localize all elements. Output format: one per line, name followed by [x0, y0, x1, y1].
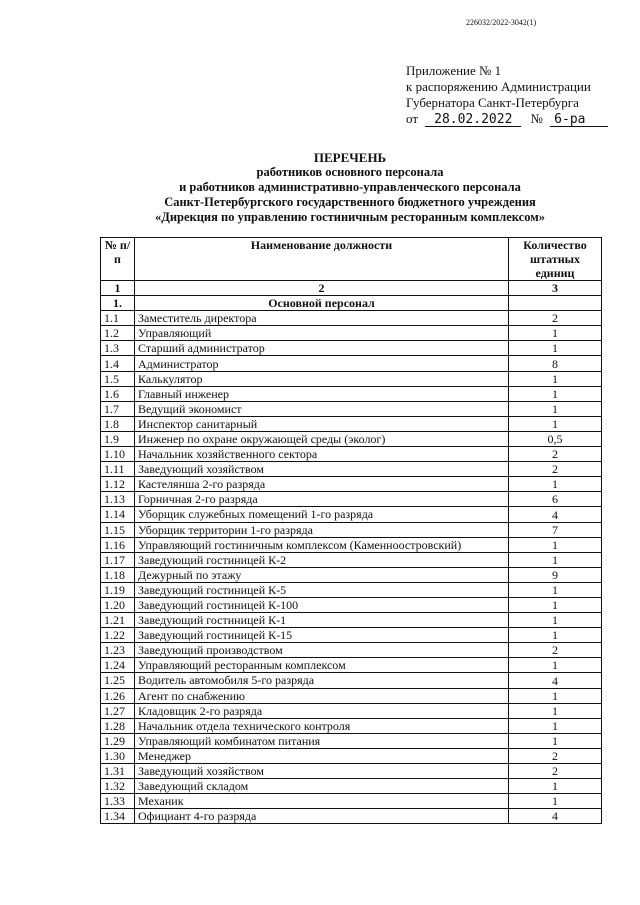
position-name: Заведующий хозяйством: [135, 462, 509, 477]
position-name: Начальник хозяйственного сектора: [135, 447, 509, 462]
from-label: от: [406, 111, 419, 126]
col-number-2: 2: [135, 281, 509, 296]
row-number: 1.13: [101, 492, 135, 507]
staff-count: 0,5: [509, 431, 602, 446]
table-row: [101, 613, 602, 628]
table-row: [101, 582, 602, 597]
row-number: 1.6: [101, 386, 135, 401]
row-number: 1.18: [101, 567, 135, 582]
section-row: [101, 296, 602, 311]
position-name: Ведущий экономист: [135, 401, 509, 416]
position-name: Заведующий производством: [135, 643, 509, 658]
table-row: [101, 809, 602, 824]
table-row: [101, 537, 602, 552]
position-name: Администратор: [135, 356, 509, 371]
section-num: 1.: [101, 296, 135, 311]
position-name: Управляющий комбинатом питания: [135, 733, 509, 748]
staff-count: 7: [509, 522, 602, 537]
column-numbers-row: [101, 281, 602, 296]
table-row: [101, 673, 602, 688]
table-body: [101, 311, 602, 824]
row-number: 1.16: [101, 537, 135, 552]
row-number: 1.3: [101, 341, 135, 356]
row-number: 1.31: [101, 764, 135, 779]
row-number: 1.34: [101, 809, 135, 824]
table-row: [101, 597, 602, 612]
row-number: 1.17: [101, 552, 135, 567]
table-row: [101, 462, 602, 477]
position-name: Кастелянша 2-го разряда: [135, 477, 509, 492]
staff-count: 2: [509, 462, 602, 477]
row-number: 1.1: [101, 311, 135, 326]
position-name: Управляющий ресторанным комплексом: [135, 658, 509, 673]
row-number: 1.24: [101, 658, 135, 673]
row-number: 1.2: [101, 326, 135, 341]
staff-count: 4: [509, 809, 602, 824]
table-row: [101, 477, 602, 492]
staff-count: 1: [509, 371, 602, 386]
staff-count: 1: [509, 794, 602, 809]
position-name: Управляющий гостиничным комплексом (Каменноостровский): [135, 537, 509, 552]
row-number: 1.19: [101, 582, 135, 597]
table-row: [101, 326, 602, 341]
position-name: Инспектор санитарный: [135, 416, 509, 431]
position-name: Дежурный по этажу: [135, 567, 509, 582]
section-qty: [509, 296, 602, 311]
position-name: Горничная 2-го разряда: [135, 492, 509, 507]
position-name: Старший администратор: [135, 341, 509, 356]
section-name: Основной персонал: [135, 296, 509, 311]
row-number: 1.8: [101, 416, 135, 431]
position-name: Уборщик территории 1-го разряда: [135, 522, 509, 537]
title-line-3: Санкт-Петербургского государственного бюджетного учреждения: [164, 195, 536, 209]
staff-count: 2: [509, 311, 602, 326]
table-row: [101, 492, 602, 507]
staff-count: 1: [509, 416, 602, 431]
position-name: Калькулятор: [135, 371, 509, 386]
staff-count: 1: [509, 658, 602, 673]
staff-count: 1: [509, 718, 602, 733]
appendix-block: [406, 63, 608, 127]
table-row: [101, 628, 602, 643]
table-row: [101, 779, 602, 794]
document-title: [100, 150, 600, 225]
staff-count: 4: [509, 507, 602, 522]
row-number: 1.14: [101, 507, 135, 522]
position-name: Заместитель директора: [135, 311, 509, 326]
staff-count: 1: [509, 477, 602, 492]
row-number: 1.15: [101, 522, 135, 537]
document-code: 226032/2022-3042(1): [466, 18, 537, 27]
row-number: 1.7: [101, 401, 135, 416]
staff-count: 2: [509, 643, 602, 658]
position-name: Водитель автомобиля 5-го разряда: [135, 673, 509, 688]
table-row: [101, 748, 602, 763]
staff-count: 1: [509, 688, 602, 703]
position-name: Главный инженер: [135, 386, 509, 401]
staff-count: 4: [509, 673, 602, 688]
table-row: [101, 733, 602, 748]
table-row: [101, 341, 602, 356]
table-row: [101, 416, 602, 431]
staff-count: 1: [509, 613, 602, 628]
table-row: [101, 567, 602, 582]
table-row: [101, 522, 602, 537]
row-number: 1.12: [101, 477, 135, 492]
position-name: Механик: [135, 794, 509, 809]
row-number: 1.30: [101, 748, 135, 763]
row-number: 1.22: [101, 628, 135, 643]
staff-count: 1: [509, 401, 602, 416]
position-name: Заведующий гостиницей К-2: [135, 552, 509, 567]
table-row: [101, 447, 602, 462]
staff-count: 9: [509, 567, 602, 582]
table-row: [101, 658, 602, 673]
staff-count: 2: [509, 447, 602, 462]
position-name: Заведующий складом: [135, 779, 509, 794]
title-line-1: работников основного персонала: [256, 165, 444, 179]
position-name: Управляющий: [135, 326, 509, 341]
row-number: 1.23: [101, 643, 135, 658]
staff-count: 6: [509, 492, 602, 507]
table-row: [101, 794, 602, 809]
appendix-line-3: Губернатора Санкт-Петербурга: [406, 95, 579, 110]
table-row: [101, 507, 602, 522]
staff-count: 1: [509, 341, 602, 356]
staff-count: 1: [509, 628, 602, 643]
title-heading: ПЕРЕЧЕНЬ: [313, 150, 387, 165]
staff-count: 1: [509, 597, 602, 612]
appendix-date-line: [406, 111, 608, 127]
row-number: 1.33: [101, 794, 135, 809]
table-row: [101, 552, 602, 567]
position-name: Заведующий гостиницей К-100: [135, 597, 509, 612]
table-row: [101, 401, 602, 416]
table-row: [101, 356, 602, 371]
staff-count: 1: [509, 703, 602, 718]
row-number: 1.21: [101, 613, 135, 628]
staff-count: 8: [509, 356, 602, 371]
positions-table: [100, 237, 602, 824]
table-row: [101, 311, 602, 326]
appendix-line-2: к распоряжению Администрации: [406, 79, 591, 94]
table-row: [101, 703, 602, 718]
position-name: Начальник отдела технического контроля: [135, 718, 509, 733]
staff-count: 1: [509, 326, 602, 341]
table-header-row: [101, 238, 602, 281]
header-num: № п/п: [101, 238, 135, 281]
table-row: [101, 431, 602, 446]
title-line-4: «Дирекция по управлению гостиничным ресторанным комплексом»: [154, 210, 546, 224]
position-name: Агент по снабжению: [135, 688, 509, 703]
position-name: Кладовщик 2-го разряда: [135, 703, 509, 718]
staff-count: 2: [509, 748, 602, 763]
order-date: 28.02.2022: [425, 113, 521, 127]
header-qty: Количество штатных единиц: [509, 238, 602, 281]
row-number: 1.11: [101, 462, 135, 477]
table-row: [101, 371, 602, 386]
staff-count: 1: [509, 386, 602, 401]
table-row: [101, 764, 602, 779]
row-number: 1.10: [101, 447, 135, 462]
position-name: Заведующий хозяйством: [135, 764, 509, 779]
position-name: Менеджер: [135, 748, 509, 763]
row-number: 1.9: [101, 431, 135, 446]
position-name: Официант 4-го разряда: [135, 809, 509, 824]
row-number: 1.26: [101, 688, 135, 703]
table-row: [101, 688, 602, 703]
staff-count: 1: [509, 779, 602, 794]
row-number: 1.25: [101, 673, 135, 688]
position-name: Уборщик служебных помещений 1-го разряда: [135, 507, 509, 522]
staff-count: 2: [509, 764, 602, 779]
position-name: Заведующий гостиницей К-1: [135, 613, 509, 628]
table-row: [101, 718, 602, 733]
position-name: Инженер по охране окружающей среды (эколог): [135, 431, 509, 446]
title-line-2: и работников административно-управленческого персонала: [179, 180, 521, 194]
staff-count: 1: [509, 582, 602, 597]
col-number-3: 3: [509, 281, 602, 296]
row-number: 1.32: [101, 779, 135, 794]
row-number: 1.5: [101, 371, 135, 386]
number-label: №: [530, 111, 543, 126]
staff-count: 1: [509, 552, 602, 567]
row-number: 1.28: [101, 718, 135, 733]
header-name: Наименование должности: [135, 238, 509, 281]
position-name: Заведующий гостиницей К-5: [135, 582, 509, 597]
row-number: 1.20: [101, 597, 135, 612]
row-number: 1.29: [101, 733, 135, 748]
position-name: Заведующий гостиницей К-15: [135, 628, 509, 643]
col-number-1: 1: [101, 281, 135, 296]
staff-count: 1: [509, 537, 602, 552]
appendix-line-1: Приложение № 1: [406, 63, 502, 78]
staff-count: 1: [509, 733, 602, 748]
order-number: 6-ра: [550, 113, 608, 127]
row-number: 1.4: [101, 356, 135, 371]
row-number: 1.27: [101, 703, 135, 718]
table-row: [101, 386, 602, 401]
table-row: [101, 643, 602, 658]
